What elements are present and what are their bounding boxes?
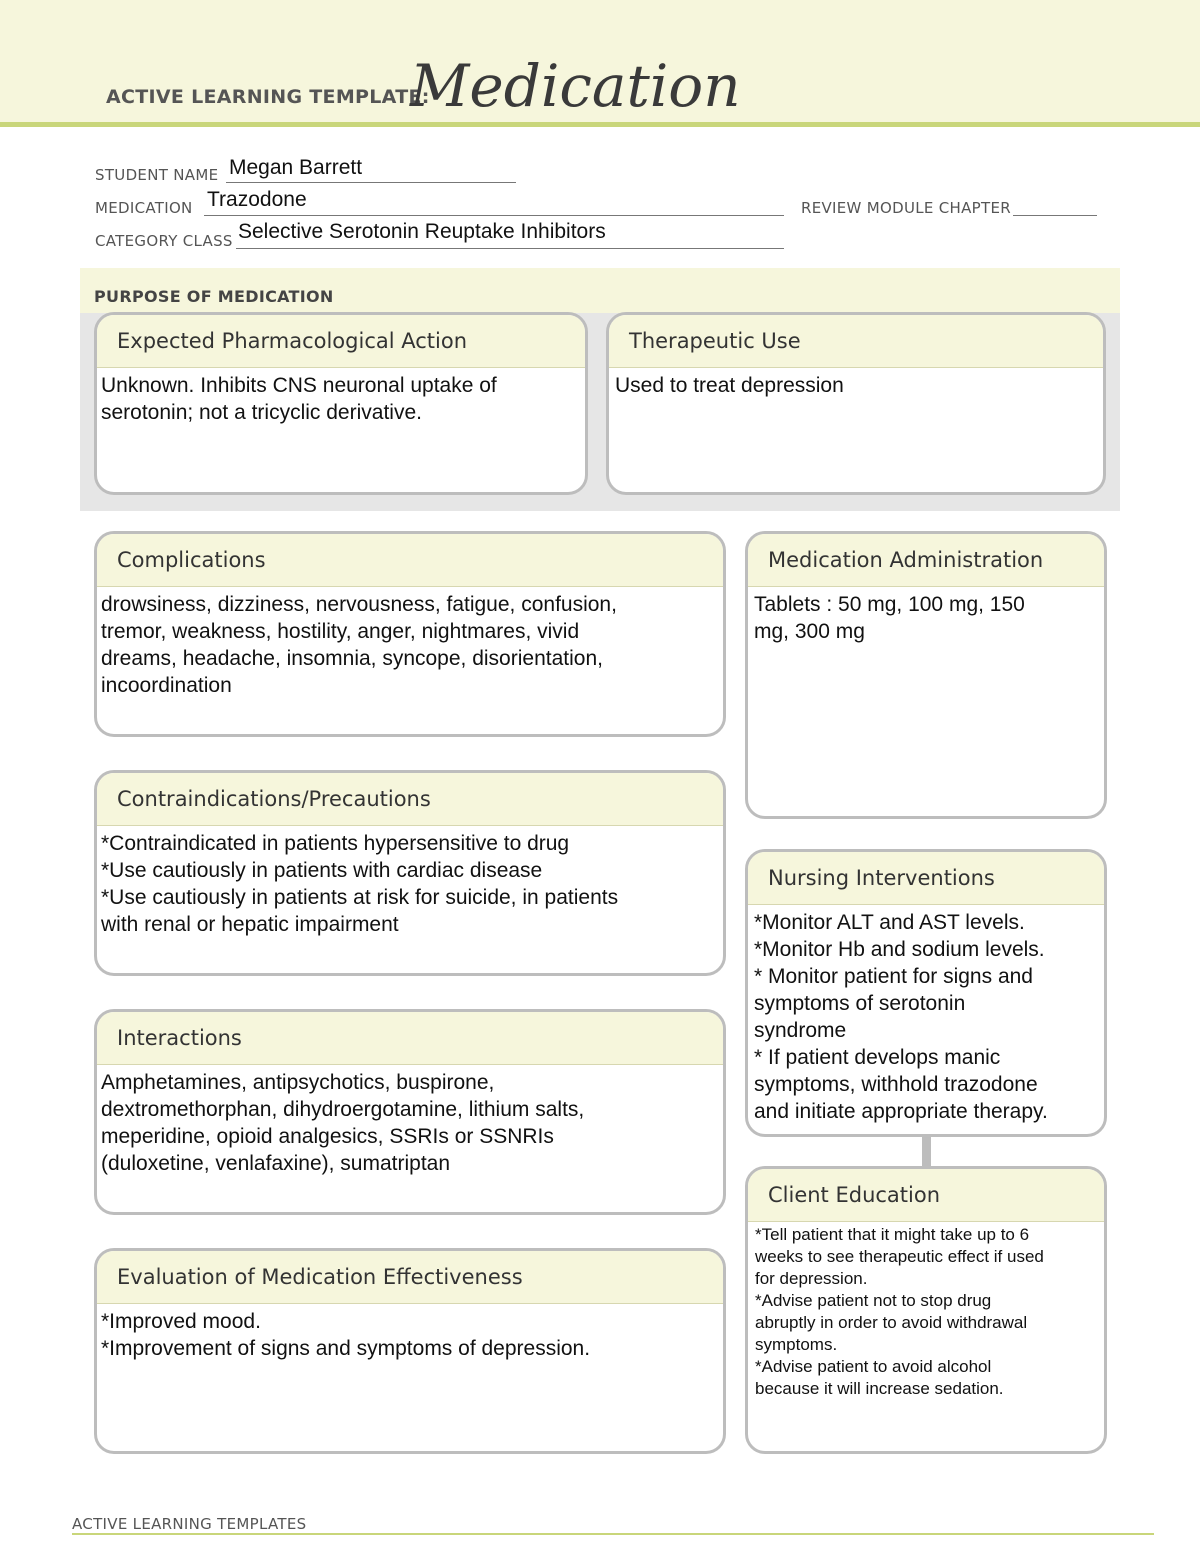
medication-label: MEDICATION <box>95 199 193 217</box>
header-rule <box>0 122 1200 127</box>
page-title: Medication <box>410 52 741 120</box>
box-connector <box>922 1135 931 1167</box>
client-education-text[interactable]: *Tell patient that it might take up to 6 weeks to see therapeutic effect if used for depression. *Advise patient not to stop drug abruptly in order to avoid withdrawal symptoms. *Advise patient to avoid alcohol because it will increase sedation. <box>755 1225 1044 1398</box>
therapeutic-use-box <box>606 312 1106 495</box>
interactions-box <box>94 1009 726 1215</box>
contraindications-box <box>94 770 726 976</box>
student-name-field[interactable]: Megan Barrett <box>229 156 363 179</box>
therapeutic-use-title: Therapeutic Use <box>609 315 1103 368</box>
purpose-label: PURPOSE OF MEDICATION <box>94 287 334 306</box>
contraindications-title: Contraindications/Precautions <box>97 773 723 826</box>
pharm-action-text[interactable]: Unknown. Inhibits CNS neuronal uptake of serotonin; not a tricyclic derivative. <box>101 374 497 424</box>
nursing-interventions-title: Nursing Interventions <box>748 852 1104 905</box>
evaluation-text[interactable]: *Improved mood. *Improvement of signs and symptoms of depression. <box>101 1310 591 1360</box>
student-name-line <box>226 182 516 183</box>
student-name-label: STUDENT NAME <box>95 166 219 184</box>
template-label: ACTIVE LEARNING TEMPLATE: <box>106 86 430 108</box>
nursing-interventions-box <box>745 849 1107 1137</box>
interactions-text[interactable]: Amphetamines, antipsychotics, buspirone, dextromethorphan, dihydroergotamine, lithium salts, meperidine, opioid analgesics, SSRIs or SSNRIs (duloxetine, venlafaxine), sumatriptan <box>101 1071 585 1175</box>
review-module-label: REVIEW MODULE CHAPTER <box>801 199 1011 217</box>
complications-title: Complications <box>97 534 723 587</box>
medication-line <box>204 215 784 216</box>
contraindications-text[interactable]: *Contraindicated in patients hypersensitive to drug *Use cautiously in patients with cardiac disease *Use cautiously in patients at risk for suicide, in patients with renal or hepatic impairment <box>101 832 619 936</box>
category-class-line <box>236 248 784 249</box>
client-education-box <box>745 1166 1107 1454</box>
category-class-field[interactable]: Selective Serotonin Reuptake Inhibitors <box>238 220 606 243</box>
complications-box <box>94 531 726 737</box>
review-module-line <box>1013 215 1097 216</box>
category-class-label: CATEGORY CLASS <box>95 232 233 250</box>
evaluation-box <box>94 1248 726 1454</box>
medication-field[interactable]: Trazodone <box>207 188 307 211</box>
footer-rule <box>72 1533 1154 1535</box>
client-education-title: Client Education <box>748 1169 1104 1222</box>
therapeutic-use-text[interactable]: Used to treat depression <box>615 374 844 397</box>
interactions-title: Interactions <box>97 1012 723 1065</box>
pharm-action-box <box>94 312 588 495</box>
med-admin-title: Medication Administration <box>748 534 1104 587</box>
pharm-action-title: Expected Pharmacological Action <box>97 315 585 368</box>
evaluation-title: Evaluation of Medication Effectiveness <box>97 1251 723 1304</box>
complications-text[interactable]: drowsiness, dizziness, nervousness, fatigue, confusion, tremor, weakness, hostility, anger, nightmares, vivid dreams, headache, insomnia, syncope, disorientation, incoordination <box>101 593 617 697</box>
footer-label: ACTIVE LEARNING TEMPLATES <box>72 1515 307 1533</box>
med-admin-box <box>745 531 1107 819</box>
nursing-interventions-text[interactable]: *Monitor ALT and AST levels. *Monitor Hb and sodium levels. * Monitor patient for signs and symptoms of serotonin syndrome * If patient develops manic symptoms, withhold trazodone and initiate appropriate therapy. <box>754 911 1048 1123</box>
med-admin-text[interactable]: Tablets : 50 mg, 100 mg, 150 mg, 300 mg <box>754 593 1025 643</box>
